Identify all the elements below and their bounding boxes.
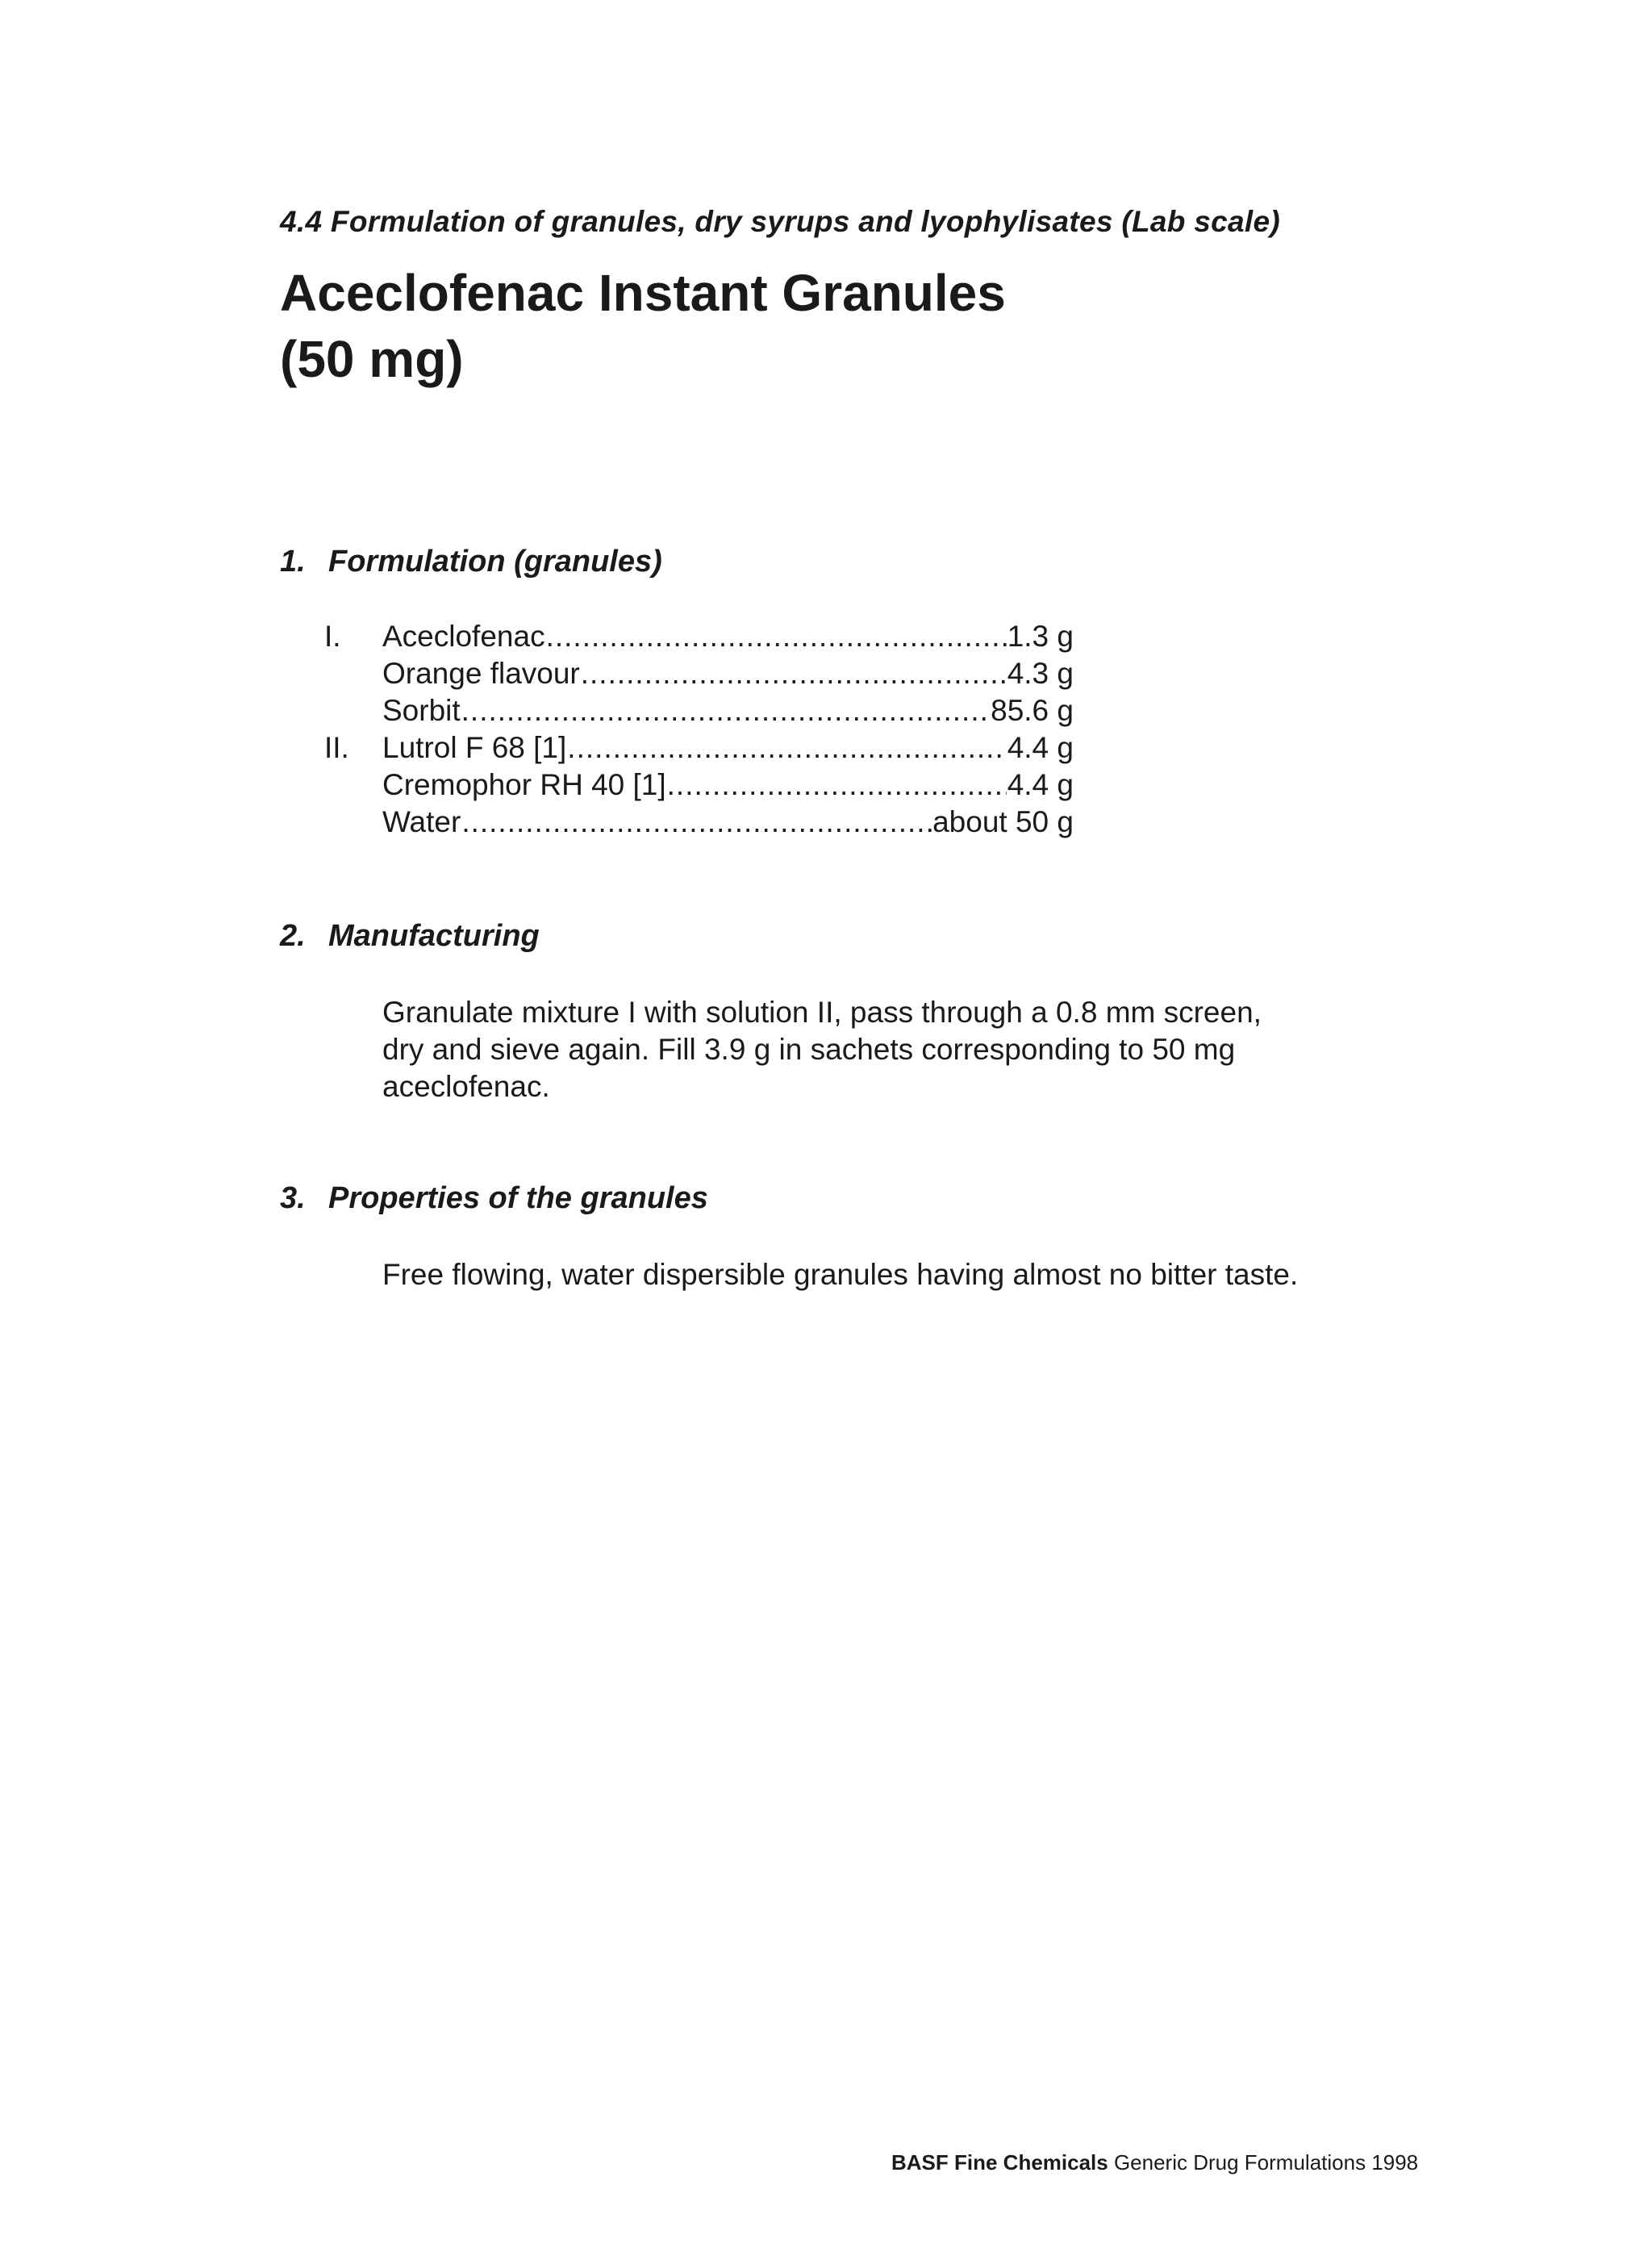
document-title xyxy=(280,260,1006,392)
ingredient-row xyxy=(324,804,1083,841)
section-heading-manufacturing xyxy=(280,919,540,954)
paragraph-line: Granulate mixture I with solution II, pass through a 0.8 mm screen, xyxy=(382,996,1262,1029)
section-number: 3. xyxy=(280,1181,306,1215)
ingredient-row xyxy=(324,655,1083,692)
title-line-1: Aceclofenac Instant Granules xyxy=(280,264,1006,322)
title-line-2: (50 mg) xyxy=(280,330,464,388)
ingredient-amount: 4.4 g xyxy=(1007,768,1074,801)
page-footer xyxy=(891,2150,1418,2175)
section-number: 1. xyxy=(280,545,306,579)
footer-brand: BASF Fine Chemicals xyxy=(891,2150,1108,2175)
ingredient-name: Aceclofenac xyxy=(382,620,545,653)
ingredient-amount: 85.6 g xyxy=(991,694,1074,727)
ingredient-amount: 4.3 g xyxy=(1007,657,1074,690)
paragraph-line: aceclofenac. xyxy=(382,1070,550,1103)
section-number: 2. xyxy=(280,919,306,953)
ingredient-list xyxy=(324,618,1083,841)
paragraph-line: Free flowing, water dispersible granules having almost no bitter taste. xyxy=(382,1258,1299,1291)
section-title: Properties of the granules xyxy=(328,1181,708,1215)
manufacturing-text xyxy=(382,994,1415,1105)
section-title: Formulation (granules) xyxy=(328,545,662,579)
section-title: Manufacturing xyxy=(328,919,540,953)
ingredient-row xyxy=(324,692,1083,729)
dot-leader xyxy=(461,804,932,841)
ingredient-name: Lutrol F 68 [1] xyxy=(382,731,567,764)
dot-leader xyxy=(667,767,1007,804)
ingredient-amount: about 50 g xyxy=(932,805,1074,838)
ingredient-row xyxy=(324,729,1083,767)
chapter-heading: 4.4 Formulation of granules, dry syrups and lyophylisates (Lab scale) xyxy=(280,205,1280,238)
section-heading-formulation xyxy=(280,545,662,579)
ingredient-name: Cremophor RH 40 [1] xyxy=(382,768,666,801)
dot-leader xyxy=(546,618,1007,655)
ingredient-amount: 1.3 g xyxy=(1007,620,1074,653)
dot-leader xyxy=(581,655,1007,692)
ingredient-name: Water xyxy=(382,805,461,838)
ingredient-amount: 4.4 g xyxy=(1007,731,1074,764)
ingredient-row xyxy=(324,767,1083,804)
dot-leader xyxy=(461,692,990,729)
ingredient-group: I. xyxy=(324,620,341,653)
ingredient-group: II. xyxy=(324,731,349,764)
ingredient-row xyxy=(324,618,1083,655)
footer-text: Generic Drug Formulations 1998 xyxy=(1108,2150,1419,2175)
ingredient-name: Orange flavour xyxy=(382,657,580,690)
section-heading-properties xyxy=(280,1181,708,1216)
ingredient-name: Sorbit xyxy=(382,694,461,727)
properties-text xyxy=(382,1256,1415,1293)
paragraph-line: dry and sieve again. Fill 3.9 g in sachets corresponding to 50 mg xyxy=(382,1033,1236,1066)
dot-leader xyxy=(567,729,1006,767)
